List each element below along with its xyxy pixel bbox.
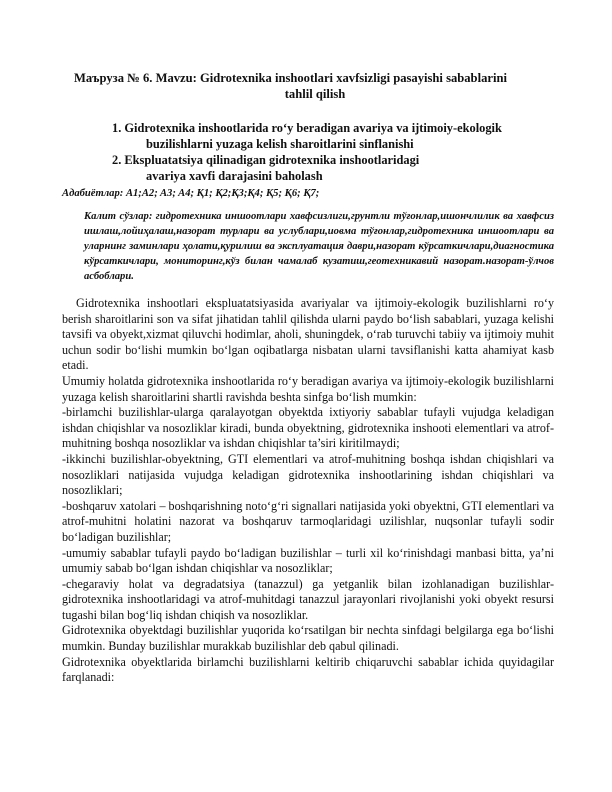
body-paragraph-9: Gidrotexnika obyektlarida birlamchi buzilishlarni keltirib chiqaruvchi sabablar ichida quyidagilar farqlanadi: <box>62 654 554 685</box>
body-paragraph-6: -umumiy sabablar tufayli paydo bo‘ladigan buzilishlar – turli xil ko‘rinishdagi manbasi bitta, ya’ni umumiy sabab bo‘lgan ishdan chiqishlar va nosozliklar; <box>62 545 554 576</box>
plan-item-2-continuation: avariya xavfi darajasini baholash <box>146 169 323 183</box>
lecture-title-line-2: tahlil qilish <box>284 87 346 101</box>
keywords-text: Калит сўзлар: гидротехника иншоотлари хавфсизлиги,грунтли тўғонлар,ишончлилик ва хавфсиз ишлаш,лойиҳалаш,назорат турлари ва услублари,иовма тўғонлар,гидротехника иншоотлари ва уларнинг заминлари ҳолати,қурилиш ва эксплуатация даври,назорат кўрсаткичлари,диагностика кўрсаткичлари, мониторинг,кўз билан чамалаб кузатиш,геотехникавий назорат.назорат-ўлчов асбоблари. <box>84 211 554 282</box>
plan-item-1: 1. Gidrotexnika inshootlarida ro‘y beradigan avariya va ijtimoiy-ekologik <box>112 121 502 135</box>
body-paragraph-5: -boshqaruv xatolari – boshqarishning noto‘g‘ri signallari natijasida yoki obyektni, GTI elementlari va atrof-muhitni holatini nazorat va boshqaruv tarmoqlaridagi uzilishlar, nuqsonlar tufayli sodir bo‘ladigan buzilishlar; <box>62 498 554 544</box>
body-paragraph-8: Gidrotexnika obyektdagi buzilishlar yuqorida ko‘rsatilgan bir nechta sinfdagi belgilarga ega bo‘lishi mumkin. Bunday buzilishlar murakkab buzilishlar deb qabul qilinadi. <box>62 623 554 654</box>
literature-references: Адабиётлар: A1;A2; A3; A4; Қ1; Қ2;Қ3;Қ4; Қ5; Қ6; Қ7; <box>62 188 320 199</box>
plan-item-2: 2. Ekspluatatsiya qilinadigan gidrotexnika inshootlaridagi <box>112 153 420 167</box>
body-paragraph-7: -chegaraviy holat va degradatsiya (tanazzul) ga yetganlik bilan izohlanadigan buzilishlar-gidrotexnika inshootlaridagi va atrof-muhitdagi tanazzul jarayonlari rivojlanishi yoki obyekt resursi tugashi bilan bog‘liq ishdan chiqish va nosozliklar. <box>62 576 554 622</box>
body-paragraph-2: Umumiy holatda gidrotexnika inshootlarida ro‘y beradigan avariya va ijtimoiy-ekologik buzilishlarni yuzaga kelish sharoitlarini shartli ravishda beshta sinfga bo‘lish mumkin: <box>62 373 554 404</box>
lecture-title <box>60 70 570 102</box>
lecture-title-line-1: Маъруза № 6. Mavzu: Gidrotexnika inshootlari xavfsizligi pasayishi sabablarini <box>74 71 507 85</box>
body-text <box>62 296 554 686</box>
lecture-plan <box>112 120 572 184</box>
body-paragraph-4: -ikkinchi buzilishlar-obyektning, GTI elementlari va atrof-muhitning boshqa ishdan chiqishlari va nosozliklari natijasida vujudga keladigan gidrotexnika inshootlarining ishdan chiqishlari va nosozliklari; <box>62 451 554 498</box>
body-paragraph-3: -birlamchi buzilishlar-ularga qaralayotgan obyektda ixtiyoriy sabablar tufayli vujudga keladigan ishdan chiqishlar va nosozliklar kiradi, bunda obyektning, gidrotexnika inshooti elementlari va atrof-muhitning boshqa nosozliklar va ishdan chiqishlar ta’siri kiritilmaydi; <box>62 405 554 451</box>
keywords-paragraph <box>62 209 554 284</box>
plan-item-1-continuation: buzilishlarni yuzaga kelish sharoitlarini sinflanishi <box>146 137 414 151</box>
body-paragraph-1: Gidrotexnika inshootlari ekspluatatsiyasida avariyalar va ijtimoiy-ekologik buzilishlarni ro‘y berish sharoitlarini son va sifat jihatidan tahlil qilishda ularni paydo bo‘lish sabablari, yuzaga kelishi tavsifi va obyekt,xizmat qiluvchi hodimlar, aholi, shuningdek, o‘rab turuvchi tabiiy va ijtimoiy muhit uchun sodir bo‘lishi mumkin bo‘lgan oqibatlarga nisbatan ularni tavsiflanishi katta ahamiyat kasb etadi. <box>62 296 554 373</box>
